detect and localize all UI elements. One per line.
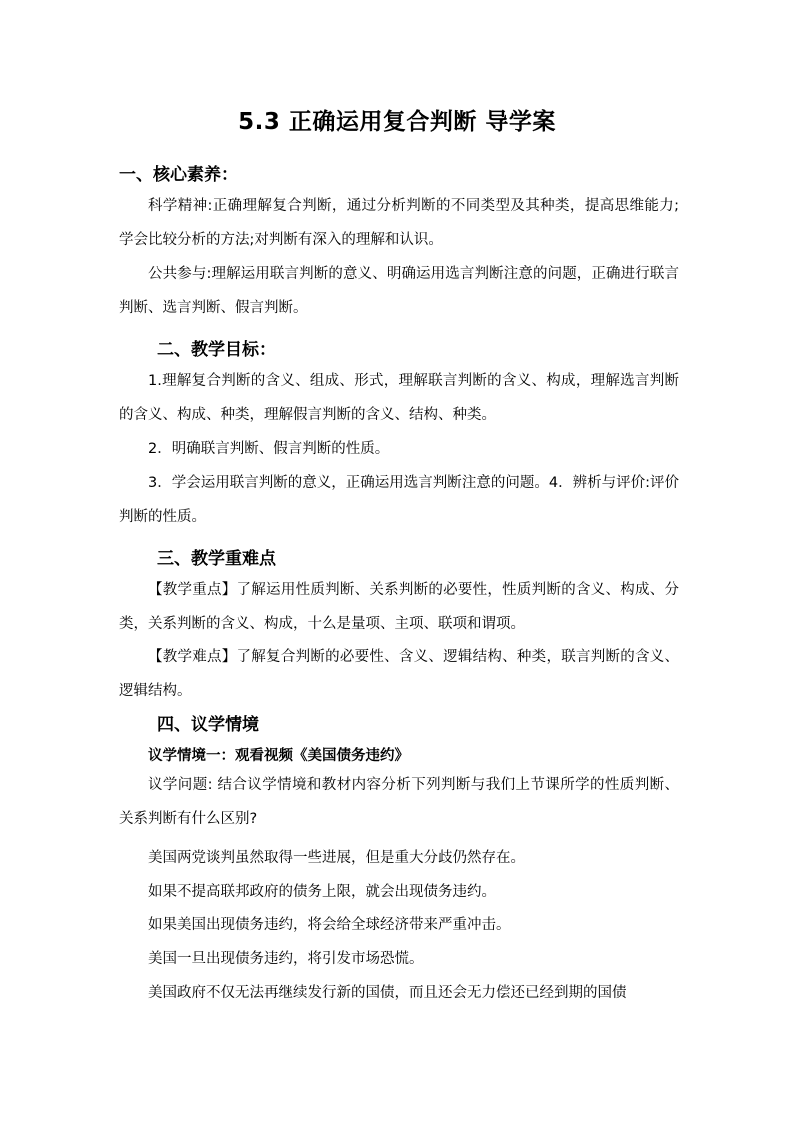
example-judgment-3: 如果美国出现债务违约，将会给全球经济带来严重冲击。 [148, 917, 511, 933]
paragraph-goal-3-4: 3．学会运用联言判断的意义，正确运用选言判断注意的问题。4．辨析与评价:评价判断的性质。 [119, 475, 679, 525]
example-judgment-4: 美国一旦出现债务违约，将引发市场恐慌。 [148, 951, 424, 967]
paragraph-public-participation: 公共参与:理解运用联言判断的意义、明确运用选言判断注意的问题，正确进行联言判断、选言判断、假言判断。 [119, 266, 679, 316]
section-heading-teaching-goals: 二、教学目标： [157, 340, 276, 360]
section-heading-core-literacy: 一、核心素养： [119, 165, 238, 185]
example-judgment-2: 如果不提高联邦政府的债务上限，就会出现债务违约。 [148, 884, 496, 900]
subheading-context-one: 议学情境一：观看视频《美国债务违约》 [148, 748, 409, 764]
example-judgment-5: 美国政府不仅无法再继续发行新的国债，而且还会无力偿还已经到期的国债 [148, 985, 627, 1001]
example-judgment-1: 美国两党谈判虽然取得一些进展，但是重大分歧仍然存在。 [148, 850, 525, 866]
section-heading-discussion-context: 四、议学情境 [157, 715, 259, 735]
paragraph-goal-1: 1.理解复合判断的含义、组成、形式，理解联言判断的含义、构成，理解选言判断的含义、构成、种类，理解假言判断的含义、结构、种类。 [119, 373, 679, 423]
paragraph-science-spirit: 科学精神:正确理解复合判断，通过分析判断的不同类型及其种类，提高思维能力;学会比较分析的方法;对判断有深入的理解和认识。 [119, 198, 679, 248]
paragraph-teaching-difficult-point: 【教学难点】了解复合判断的必要性、含义、逻辑结构、种类，联言判断的含义、逻辑结构。 [119, 649, 679, 699]
paragraph-teaching-key-point: 【教学重点】了解运用性质判断、关系判断的必要性，性质判断的含义、构成、分类，关系判断的含义、构成，十么是量项、主项、联项和谓项。 [119, 582, 679, 632]
paragraph-goal-2: 2．明确联言判断、假言判断的性质。 [148, 441, 390, 457]
section-heading-key-difficult-points: 三、教学重难点 [157, 549, 276, 569]
paragraph-discussion-question: 议学问题: 结合议学情境和教材内容分析下列判断与我们上节课所学的性质判断、关系判断有什么区别? [119, 777, 679, 827]
document-title: 5.3 正确运用复合判断 导学案 [238, 109, 556, 135]
